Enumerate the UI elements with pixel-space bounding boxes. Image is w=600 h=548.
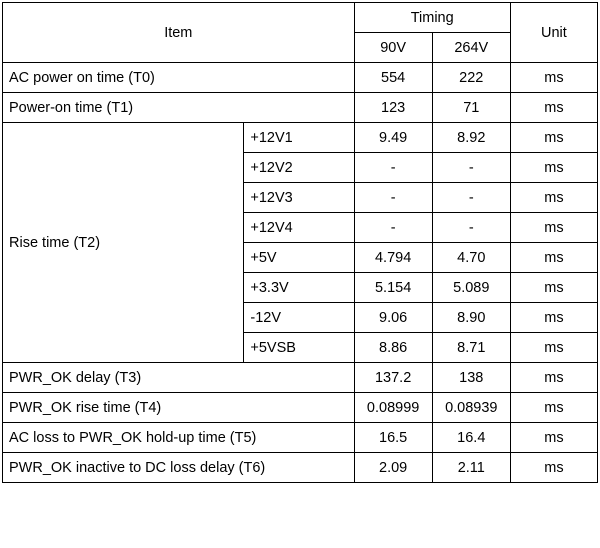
row-unit: ms	[510, 123, 597, 153]
row-value-90v: 5.154	[354, 273, 432, 303]
table-row	[3, 453, 598, 483]
header-timing: Timing	[354, 3, 510, 33]
row-value-264v: 8.90	[432, 303, 510, 333]
row-unit: ms	[510, 333, 597, 363]
row-value-264v: 16.4	[432, 423, 510, 453]
row-value-264v: 5.089	[432, 273, 510, 303]
timing-table-sheet	[0, 2, 600, 548]
row-unit: ms	[510, 213, 597, 243]
header-item: Item	[3, 3, 355, 63]
row-value-90v: -	[354, 213, 432, 243]
row-unit: ms	[510, 273, 597, 303]
row-unit: ms	[510, 93, 597, 123]
row-value-264v: 222	[432, 63, 510, 93]
table-head	[3, 3, 598, 63]
row-unit: ms	[510, 303, 597, 333]
row-label: PWR_OK inactive to DC loss delay (T6)	[3, 453, 355, 483]
row-value-264v: 8.92	[432, 123, 510, 153]
row-sublabel: +12V3	[244, 183, 354, 213]
header-90v: 90V	[354, 33, 432, 63]
header-row-1	[3, 3, 598, 33]
table-row	[3, 393, 598, 423]
row-value-264v: 71	[432, 93, 510, 123]
row-value-264v: 0.08939	[432, 393, 510, 423]
row-label: PWR_OK rise time (T4)	[3, 393, 355, 423]
row-value-90v: 2.09	[354, 453, 432, 483]
row-unit: ms	[510, 183, 597, 213]
row-sublabel: +5V	[244, 243, 354, 273]
table-body	[3, 63, 598, 483]
row-value-90v: 554	[354, 63, 432, 93]
row-value-90v: 0.08999	[354, 393, 432, 423]
row-value-90v: 9.06	[354, 303, 432, 333]
row-unit: ms	[510, 153, 597, 183]
row-unit: ms	[510, 63, 597, 93]
row-value-90v: 137.2	[354, 363, 432, 393]
row-value-90v: -	[354, 183, 432, 213]
row-value-90v: 4.794	[354, 243, 432, 273]
row-sublabel: +12V4	[244, 213, 354, 243]
row-value-264v: -	[432, 183, 510, 213]
row-sublabel: +5VSB	[244, 333, 354, 363]
row-sublabel: -12V	[244, 303, 354, 333]
header-264v: 264V	[432, 33, 510, 63]
table-row	[3, 423, 598, 453]
row-label: AC loss to PWR_OK hold-up time (T5)	[3, 423, 355, 453]
row-value-264v: -	[432, 213, 510, 243]
row-value-264v: 4.70	[432, 243, 510, 273]
row-unit: ms	[510, 423, 597, 453]
row-value-90v: 9.49	[354, 123, 432, 153]
row-value-90v: 16.5	[354, 423, 432, 453]
row-value-90v: 123	[354, 93, 432, 123]
row-value-264v: -	[432, 153, 510, 183]
row-label: Power-on time (T1)	[3, 93, 355, 123]
row-value-90v: -	[354, 153, 432, 183]
row-sublabel: +3.3V	[244, 273, 354, 303]
header-unit: Unit	[510, 3, 597, 63]
row-unit: ms	[510, 453, 597, 483]
row-unit: ms	[510, 393, 597, 423]
row-label: PWR_OK delay (T3)	[3, 363, 355, 393]
table-row	[3, 123, 598, 153]
row-sublabel: +12V1	[244, 123, 354, 153]
row-sublabel: +12V2	[244, 153, 354, 183]
row-unit: ms	[510, 243, 597, 273]
row-value-90v: 8.86	[354, 333, 432, 363]
row-label-rise-time: Rise time (T2)	[3, 123, 244, 363]
table-row	[3, 363, 598, 393]
row-value-264v: 138	[432, 363, 510, 393]
row-value-264v: 8.71	[432, 333, 510, 363]
table-row	[3, 93, 598, 123]
row-label: AC power on time (T0)	[3, 63, 355, 93]
row-value-264v: 2.11	[432, 453, 510, 483]
row-unit: ms	[510, 363, 597, 393]
timing-table	[2, 2, 598, 483]
table-row	[3, 63, 598, 93]
